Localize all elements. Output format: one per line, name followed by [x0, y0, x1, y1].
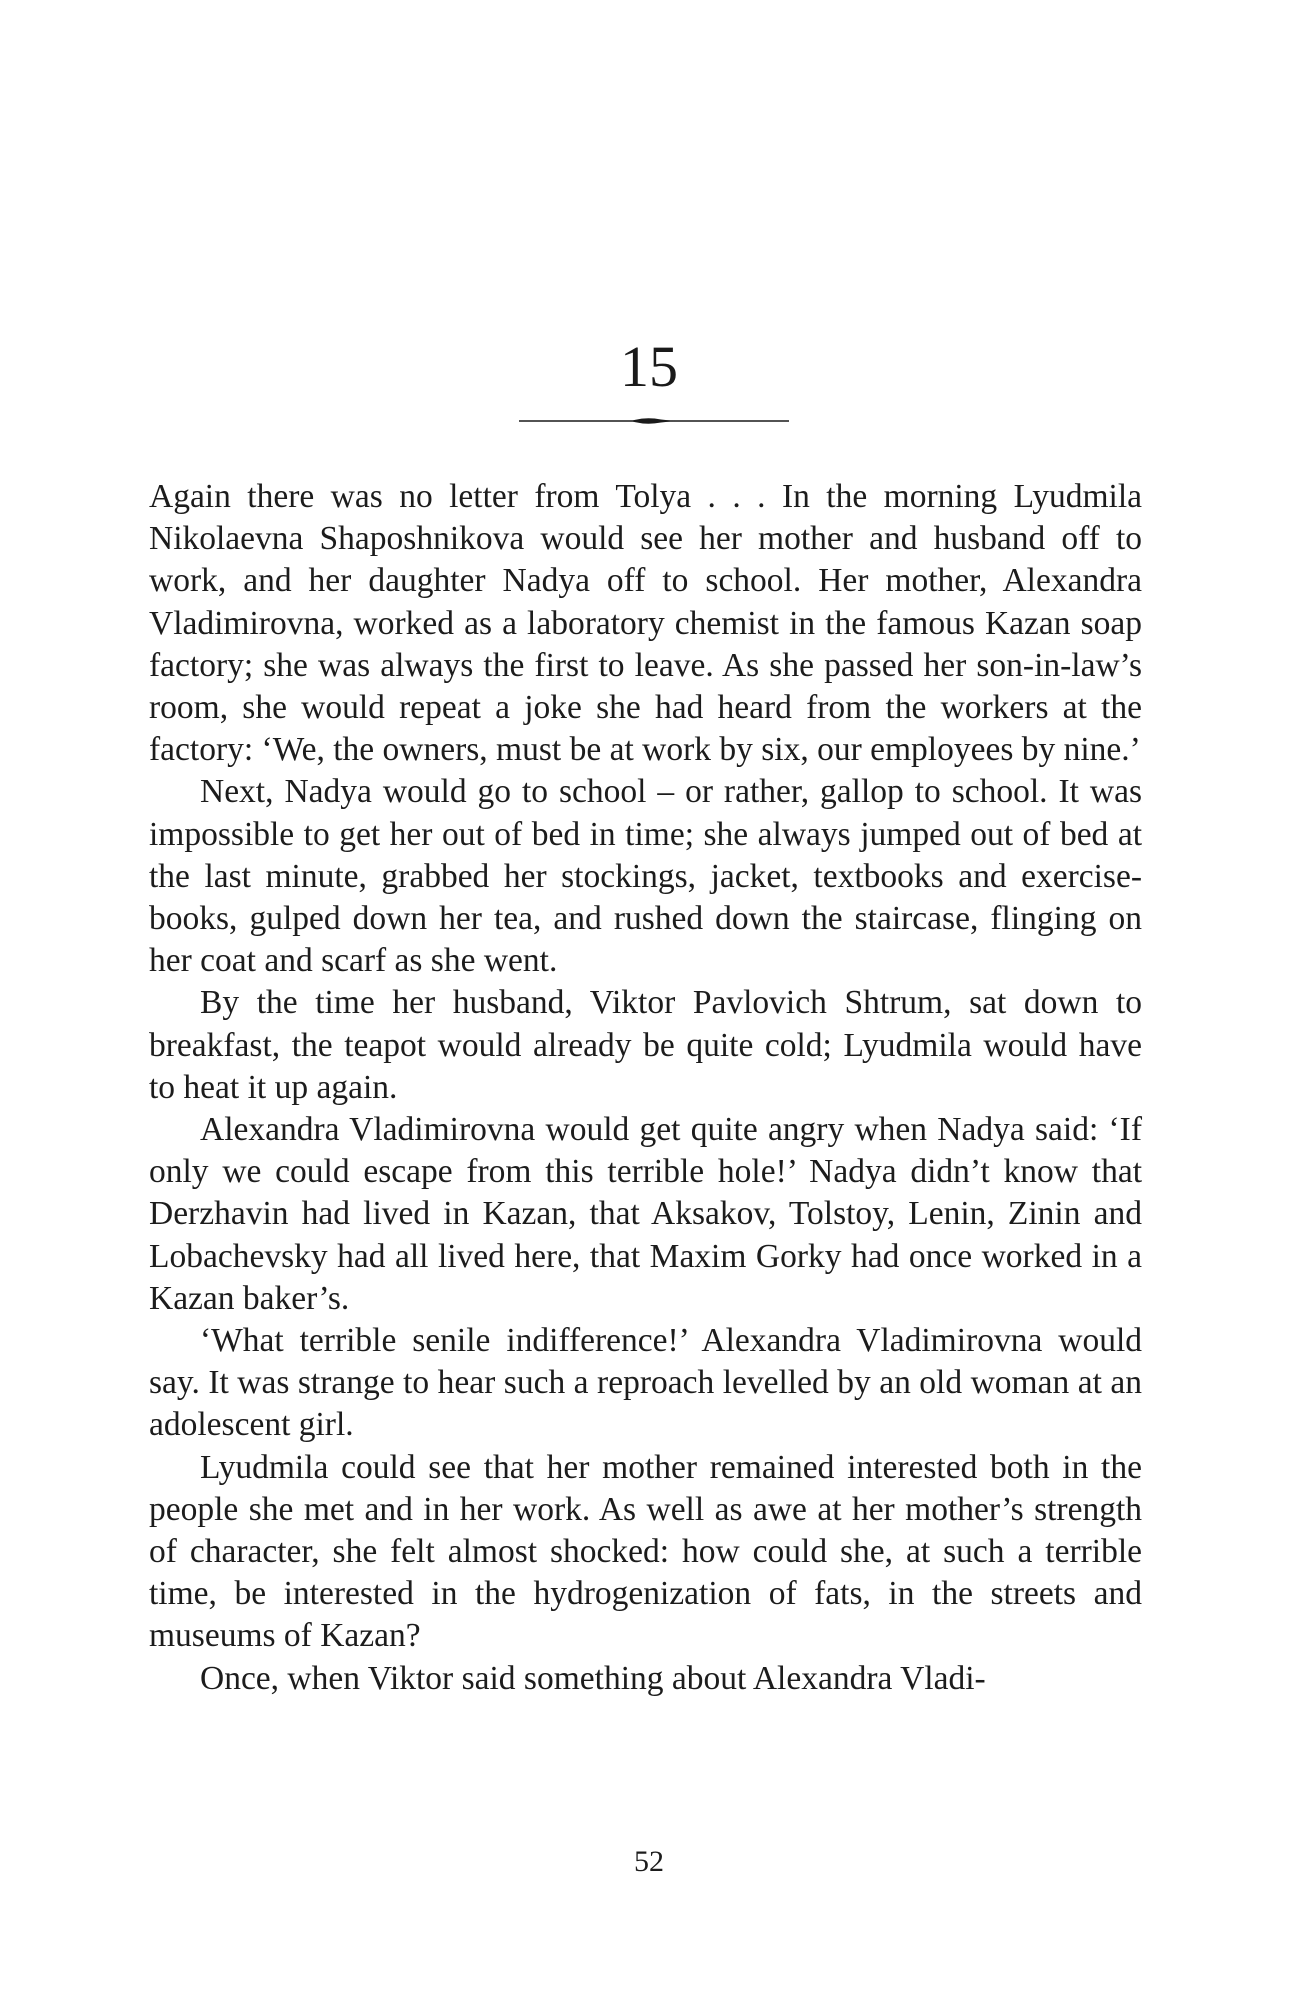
paragraph: Once, when Viktor said something about Alexandra Vladi-: [200, 1659, 986, 1697]
chapter-body: [149, 476, 1142, 1700]
paragraph: Lyudmila could see that her mother remained interested both in the people she met and in her work. As well as awe at her mother’s strength of character, she felt almost shocked: how could she, at such a terrible time, be interested in the hydrogenization of fats, in the streets and museums of Kazan?: [149, 1448, 1142, 1655]
paragraph: ‘What terrible senile indifference!’ Alexandra Vladimirovna would say. It was strange to hear such a reproach levelled by an old woman at an adolescent girl.: [149, 1322, 1142, 1444]
paragraph: Next, Nadya would go to school – or rather, gallop to school. It was impossible to get her out of bed in time; she always jumped out of bed at the last minute, grabbed her stockings, jacket, textbooks and exercise-books, gulped down her tea, and rushed down the staircase, flinging on her coat and scarf as she went.: [149, 773, 1142, 980]
paragraph: By the time her husband, Viktor Pavlovich Shtrum, sat down to breakfast, the teapot would already be quite cold; Lyudmila would have to heat it up again.: [149, 984, 1142, 1106]
chapter-number: 15: [620, 334, 678, 399]
page-number: 52: [634, 1845, 664, 1878]
paragraph: Alexandra Vladimirovna would get quite angry when Nadya said: ‘If only we could escape from this terrible hole!’ Nadya didn’t know that Derzhavin had lived in Kazan, that Aksakov, Tolstoy, Lenin, Zinin and Lobachevsky had all lived here, that Maxim Gorky had once worked in a Kazan baker’s.: [149, 1111, 1142, 1317]
chapter-divider-ornament-icon: [519, 413, 789, 429]
paragraph: Again there was no letter from Tolya . . . In the morning Lyudmila Nikolaevna Shaposhnikova would see her mother and husband off to work, and her daughter Nadya off to school. Her mother, Alexandra Vladimirovna, worked as a laboratory chemist in the famous Kazan soap factory; she was always the first to leave. As she passed her son-in-law’s room, she would repeat a joke she had heard from the workers at the factory: ‘We, the owners, must be at work by six, our employees by nine.’: [149, 478, 1142, 769]
